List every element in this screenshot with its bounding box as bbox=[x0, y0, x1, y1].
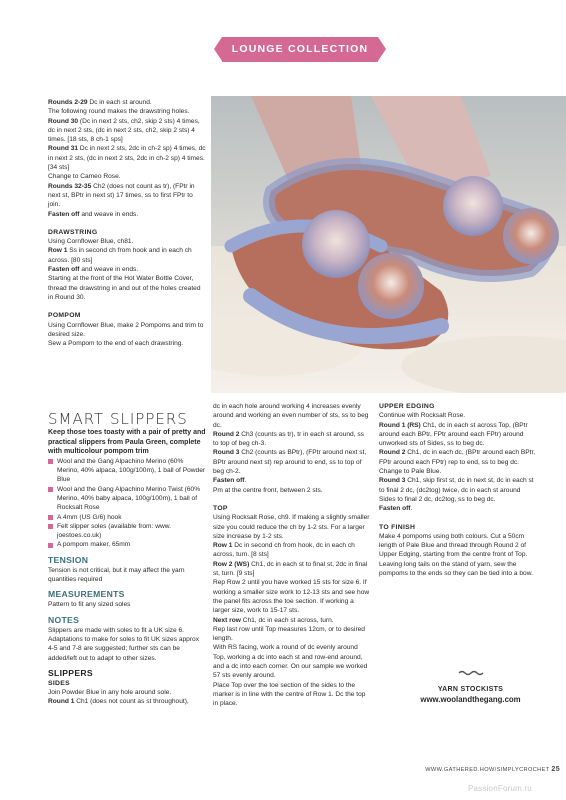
text-slippers-l2: Ch1 (does not count as st throughout), bbox=[74, 698, 189, 706]
footer-site: WWW.GATHERED.HOW/SIMPLYCROCHET bbox=[425, 767, 550, 773]
text-col1_top-l6_b: Rounds 32-35 bbox=[48, 182, 92, 190]
text-col1_top-l4_b: Round 31 bbox=[48, 145, 79, 153]
text-col2-t5: Ch1, dc in each st across, turn. bbox=[240, 616, 334, 624]
text-pompom-l2: Sew a Pompom to the end of each drawstring. bbox=[48, 340, 184, 348]
text-col3-l3: Ch1, dc in each dc, (BPtr around each BPtr, FPtr around each FPtr) rep to end, ss to beg dc. bbox=[379, 449, 536, 466]
text-col3-l1: Continue with Rocksalt Rose. bbox=[379, 412, 466, 420]
text-col2-t3_b: Row 2 (WS) bbox=[213, 560, 250, 568]
text-col3-f1: Make 4 pompoms using both colours. Cut a 50cm length of Pale Blue and thread through Round 2 of Upper Edging, starting from the centre front of Top. Leaving long tails on the stand of yarn, sew the pompoms to the ends so they can be tied into a bow. bbox=[379, 532, 533, 578]
text-col2-t7: With RS facing, work a round of dc evenly around Top, working a dc into each st and row-end around, and a dc into each corner. On our sample we worked 57 sts evenly around. bbox=[213, 644, 368, 680]
text-notes-text: Slippers are made with soles to fit a UK size 6. Adaptations to make for soles to fit UK sizes approx 4-5 and 7-8 are suggested; further sts can be added/left out to adapt to other sizes. bbox=[48, 626, 199, 662]
notes-heading: NOTES bbox=[48, 614, 80, 625]
text-drawstring-l1: Using Cornflower Blue, ch81. bbox=[48, 238, 134, 246]
slippers-heading: SLIPPERS bbox=[48, 667, 93, 678]
materials-list bbox=[48, 457, 206, 550]
banner-text: LOUNGE COLLECTION bbox=[231, 42, 369, 55]
text-col1_top-l2: The following round makes the drawstring holes. bbox=[48, 108, 190, 116]
brand-logo-icon bbox=[458, 670, 484, 676]
text-col3-l2_b: Round 1 (RS) bbox=[379, 421, 421, 429]
to-finish-heading: TO FINISH bbox=[379, 523, 416, 531]
text-slippers-sub: SIDES bbox=[48, 679, 70, 687]
text-col2-l2: Ch3 (counts as tr), tr in each st around, ss to top of beg ch-3. bbox=[213, 430, 364, 448]
text-col2-t8: Place Top over the toe section of the sides to the marker is in line with the centre of Row 1. Dc the top in place. bbox=[213, 681, 366, 708]
text-pompom-l1: Using Cornflower Blue, make 2 Pompoms and trim to desired size. bbox=[48, 321, 204, 338]
column-1-top bbox=[48, 98, 206, 348]
text-drawstring-l2: Ss in second ch from hook and in each ch across. [80 sts] bbox=[48, 247, 192, 264]
measurements-heading: MEASUREMENTS bbox=[48, 589, 125, 600]
text-col1_top-l6: Ch2 (does not count as tr), (FPtr in next st, BPtr in next st) 17 times, ss to first FPtr to join. bbox=[48, 182, 195, 209]
watermark: PassionForum.ru bbox=[468, 784, 532, 793]
text-col2-t6: Rep last row until Top measures 12cm, or to desired length. bbox=[213, 625, 365, 643]
text-col3-l5: Ch1, skip first st, dc in next st, dc in each st to final 2 dc, (dc2tog) twice, dc in each st around Sides to final 2 dc, dc2tog, ss to beg dc. bbox=[379, 477, 534, 503]
text-col3-l4: Change to Pale Blue. bbox=[379, 468, 442, 476]
text-col2-t2: Dc in second ch from hook, dc in each ch across, turn. [8 sts] bbox=[213, 542, 355, 559]
text-col1_top-l1_b: Rounds 2-29 bbox=[48, 99, 88, 106]
text-col2-l3_b: Round 3 bbox=[213, 449, 240, 457]
text-col1_top-l3: (Dc in next 2 sts, ch2, skip 2 sts) 4 times, dc in next 2 sts, (dc in next 2 sts, ch2, skip 2 sts) 4 times. [18 sts, 8 ch-1 sps] bbox=[48, 117, 200, 144]
text-col2-l2_b: Round 2 bbox=[213, 430, 240, 438]
pattern-title: SMART SLIPPERS bbox=[48, 410, 188, 428]
text-col2-l1: dc in each hole around working 4 increases evenly around and working an even number of sts, ss to beg dc. bbox=[213, 403, 369, 429]
text-col2-t4: Rep Row 2 until you have worked 15 sts for size 6. If working a smaller size work to 12-13 sts and see how the panel fits across the toe section. If working a larger size, work to 15-17 sts. bbox=[213, 579, 370, 615]
text-drawstring-l3: and weave in ends. bbox=[79, 266, 139, 274]
list-item: A pompom maker, 65mm bbox=[48, 540, 206, 549]
text-col1_top-l5: Change to Cameo Rose. bbox=[48, 173, 121, 181]
text-slippers-l2_b: Round 1 bbox=[48, 698, 75, 706]
text-col2-l4_b: Fasten off bbox=[213, 477, 245, 485]
stockists-url[interactable]: www.woolandthegang.com bbox=[420, 694, 521, 704]
text-col1_top-l7_b: Fasten off bbox=[48, 210, 80, 218]
text-col2-t5_b: Next row bbox=[213, 616, 241, 624]
column-1-bottom bbox=[48, 410, 206, 707]
text-col1_top-l3_b: Round 30 bbox=[48, 117, 79, 125]
pattern-intro: Keep those toes toasty with a pair of pretty and practical slippers from Paula Green, complete with multicolour pompom trim bbox=[48, 429, 206, 456]
text-measurements-text: Pattern to fit any sized soles bbox=[48, 601, 131, 609]
text-drawstring-l2_b: Row 1 bbox=[48, 247, 68, 255]
text-tension-text: Tension is not critical, but it may affect the yarn quantities required bbox=[48, 566, 185, 584]
list-item: A 4mm (US G/6) hook bbox=[48, 513, 206, 522]
list-item: Wool and the Gang Alpachino Merino Twist (60% Merino, 40% baby alpaca, 100g/100m), 1 ball of Rocksalt Rose bbox=[48, 485, 206, 513]
text-col3-l2: Ch1, dc in each st across Top, (BPtr around each BPtr, FPtr around each FPtr) around unworked sts of Sides, ss to beg dc. bbox=[379, 421, 528, 448]
section-banner bbox=[222, 37, 378, 62]
text-col3-l6_b: Fasten off bbox=[379, 505, 411, 513]
stockists-title: YARN STOCKISTS bbox=[437, 686, 504, 694]
text-col1_top-l1: Dc in each st around. bbox=[87, 99, 152, 106]
yarn-stockists bbox=[379, 670, 562, 704]
text-drawstring-l4: Starting at the front of the Hot Water Bottle Cover, thread the drawstring in and out of the holes created in Round 30. bbox=[48, 275, 201, 301]
text-col2-l5: Pm at the centre front, between 2 sts. bbox=[213, 486, 323, 494]
tension-heading: TENSION bbox=[48, 554, 89, 565]
list-item: Felt slipper soles (available from: www. joestoes.co.uk) bbox=[48, 522, 206, 541]
top-heading: TOP bbox=[213, 504, 228, 512]
text-col2-l4: . bbox=[244, 477, 247, 485]
text-col2-t1: Using Rocksalt Rose, ch9. If making a slightly smaller size you could reduce the ch by 1-2 sts. For a larger size increase by 1-2 sts. bbox=[213, 514, 370, 540]
slippers-illustration bbox=[211, 96, 566, 393]
text-col2-t3: Ch1, dc in each st to final st, 2dc in final st, turn. [9 sts] bbox=[213, 560, 368, 578]
page-footer bbox=[380, 765, 560, 775]
text-col2-t2_b: Row 1 bbox=[213, 542, 233, 550]
list-item: Wool and the Gang Alpachino Merino (60% Merino, 40% alpaca, 100g/100m), 1 ball of Powder Blue bbox=[48, 457, 206, 485]
text-drawstring-l3_b: Fasten off bbox=[48, 266, 80, 274]
pompom-heading: POMPOM bbox=[48, 312, 81, 320]
column-3 bbox=[379, 402, 537, 578]
text-col1_top-l4: Dc in next 2 sts, 2dc in ch-2 sp) 4 times, dc in next 2 sts, (dc in next 2 sts, 2dc in ch-2 sp) 4 times. [34 sts] bbox=[48, 145, 206, 172]
text-col2-l3: Ch2 (counts as BPtr), (FPtr around next st, BPtr around next st) rep around to end, ss to top of beg ch-2. bbox=[213, 449, 367, 476]
upper-edging-heading: UPPER EDGING bbox=[379, 403, 435, 410]
text-col3-l5_b: Round 3 bbox=[379, 477, 406, 485]
text-slippers-l1: Join Powder Blue in any hole around sole. bbox=[48, 689, 172, 697]
drawstring-heading: DRAWSTRING bbox=[48, 228, 98, 236]
text-col3-l6: . bbox=[410, 505, 413, 513]
text-col3-l3_b: Round 2 bbox=[379, 449, 406, 457]
page-number: 25 bbox=[551, 766, 560, 773]
text-col1_top-l7: and weave in ends. bbox=[79, 210, 139, 218]
slippers-photo bbox=[211, 96, 566, 393]
column-2 bbox=[213, 402, 371, 709]
